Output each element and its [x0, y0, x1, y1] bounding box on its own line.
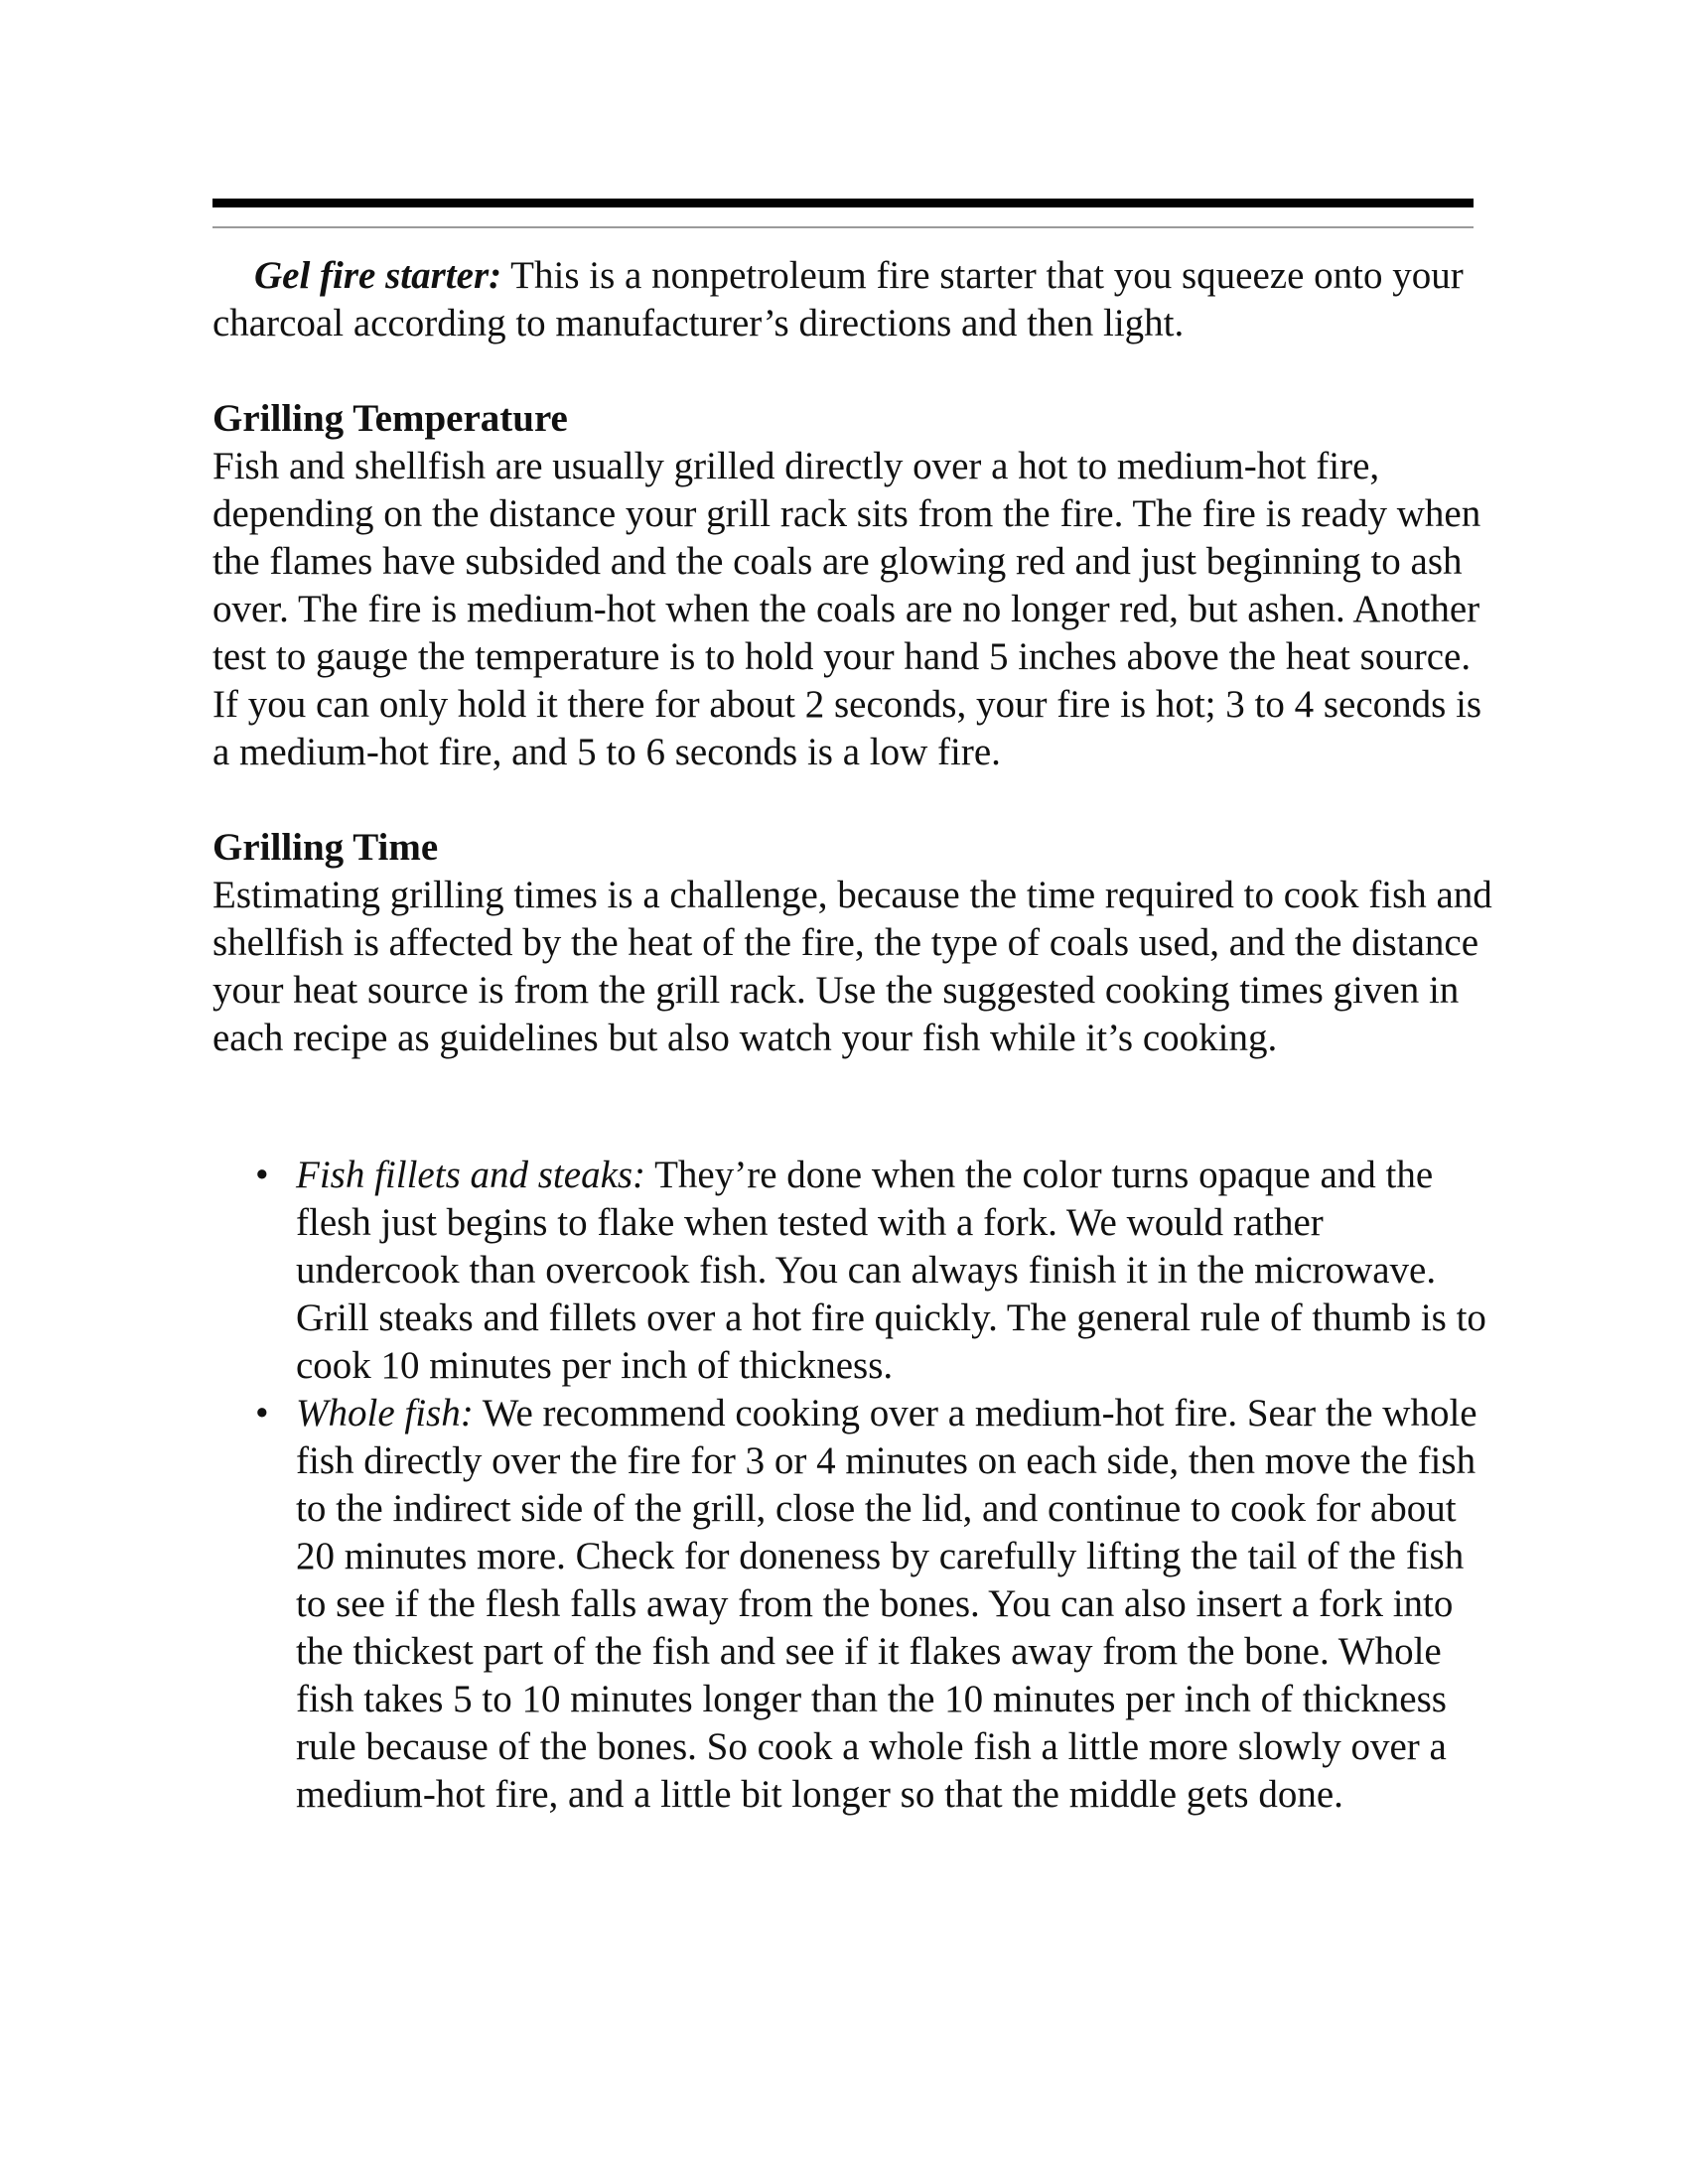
temperature-paragraph: Fish and shellfish are usually grilled directly over a hot to medium-hot fire, depending on the distance your grill rack sits from the fire. The fire is ready when the flames have subsided and the coals are glowing red and just beginning to ash over. The fire is medium-hot when the coals are no longer red, but ashen. Another test to gauge the temperature is to hold your hand 5 inches above the heat source. If you can only hold it there for about 2 seconds, your fire is hot; 3 to 4 seconds is a medium-hot fire, and 5 to 6 seconds is a low fire.	[212, 445, 1482, 773]
intro-lead: Gel fire starter:	[254, 254, 502, 297]
list-item-text: We recommend cooking over a medium-hot fire. Sear the whole fish directly over the fire for 3 or 4 minutes on each side, then move the fish to the indirect side of the grill, close the lid, and continue to cook for about 20 minutes more. Check for doneness by carefully lifting the tail of the fish to see if the flesh falls away from the bones. You can also insert a fork into the thickest part of the fish and see if it flakes away from the bone. Whole fish takes 5 to 10 minutes longer than the 10 minutes per inch of thickness rule because of the bones. So cook a whole fish a little more slowly over a medium-hot fire, and a little bit longer so that the middle gets done.	[296, 1392, 1477, 1816]
list-item-whole-fish	[255, 1390, 1493, 1819]
heading-grilling-temperature: Grilling Temperature	[212, 397, 568, 440]
list-item-text: They’re done when the color turns opaque and the flesh just begins to flake when tested with a fork. We would rather undercook than overcook fish. You can always finish it in the microwave. Grill steaks and fillets over a hot fire quickly. The general rule of thumb is to cook 10 minutes per inch of thickness.	[296, 1154, 1486, 1387]
page-content	[212, 252, 1493, 1819]
bullet-icon: •	[255, 1154, 269, 1196]
intro-text: This is a nonpetroleum fire starter that you squeeze onto your charcoal according to manufacturer’s directions and then light.	[212, 254, 1464, 344]
top-rule-thin	[212, 226, 1474, 228]
list-item-fillets	[255, 1152, 1493, 1390]
time-paragraph: Estimating grilling times is a challenge, because the time required to cook fish and shellfish is affected by the heat of the fire, the type of coals used, and the distance your heat source is from the grill rack. Use the suggested cooking times given in each recipe as guidelines but also watch your fish while it’s cooking.	[212, 874, 1492, 1059]
intro-paragraph	[212, 252, 1493, 347]
heading-grilling-time: Grilling Time	[212, 826, 439, 869]
spacer	[212, 347, 1493, 395]
bullet-icon: •	[255, 1392, 269, 1434]
list-item-lead: Fish fillets and steaks:	[296, 1154, 646, 1196]
list-item-lead: Whole fish:	[296, 1392, 474, 1434]
spacer	[212, 776, 1493, 824]
doneness-list	[212, 1152, 1493, 1819]
spacer	[212, 1062, 1493, 1152]
top-rule-thick	[212, 199, 1474, 207]
